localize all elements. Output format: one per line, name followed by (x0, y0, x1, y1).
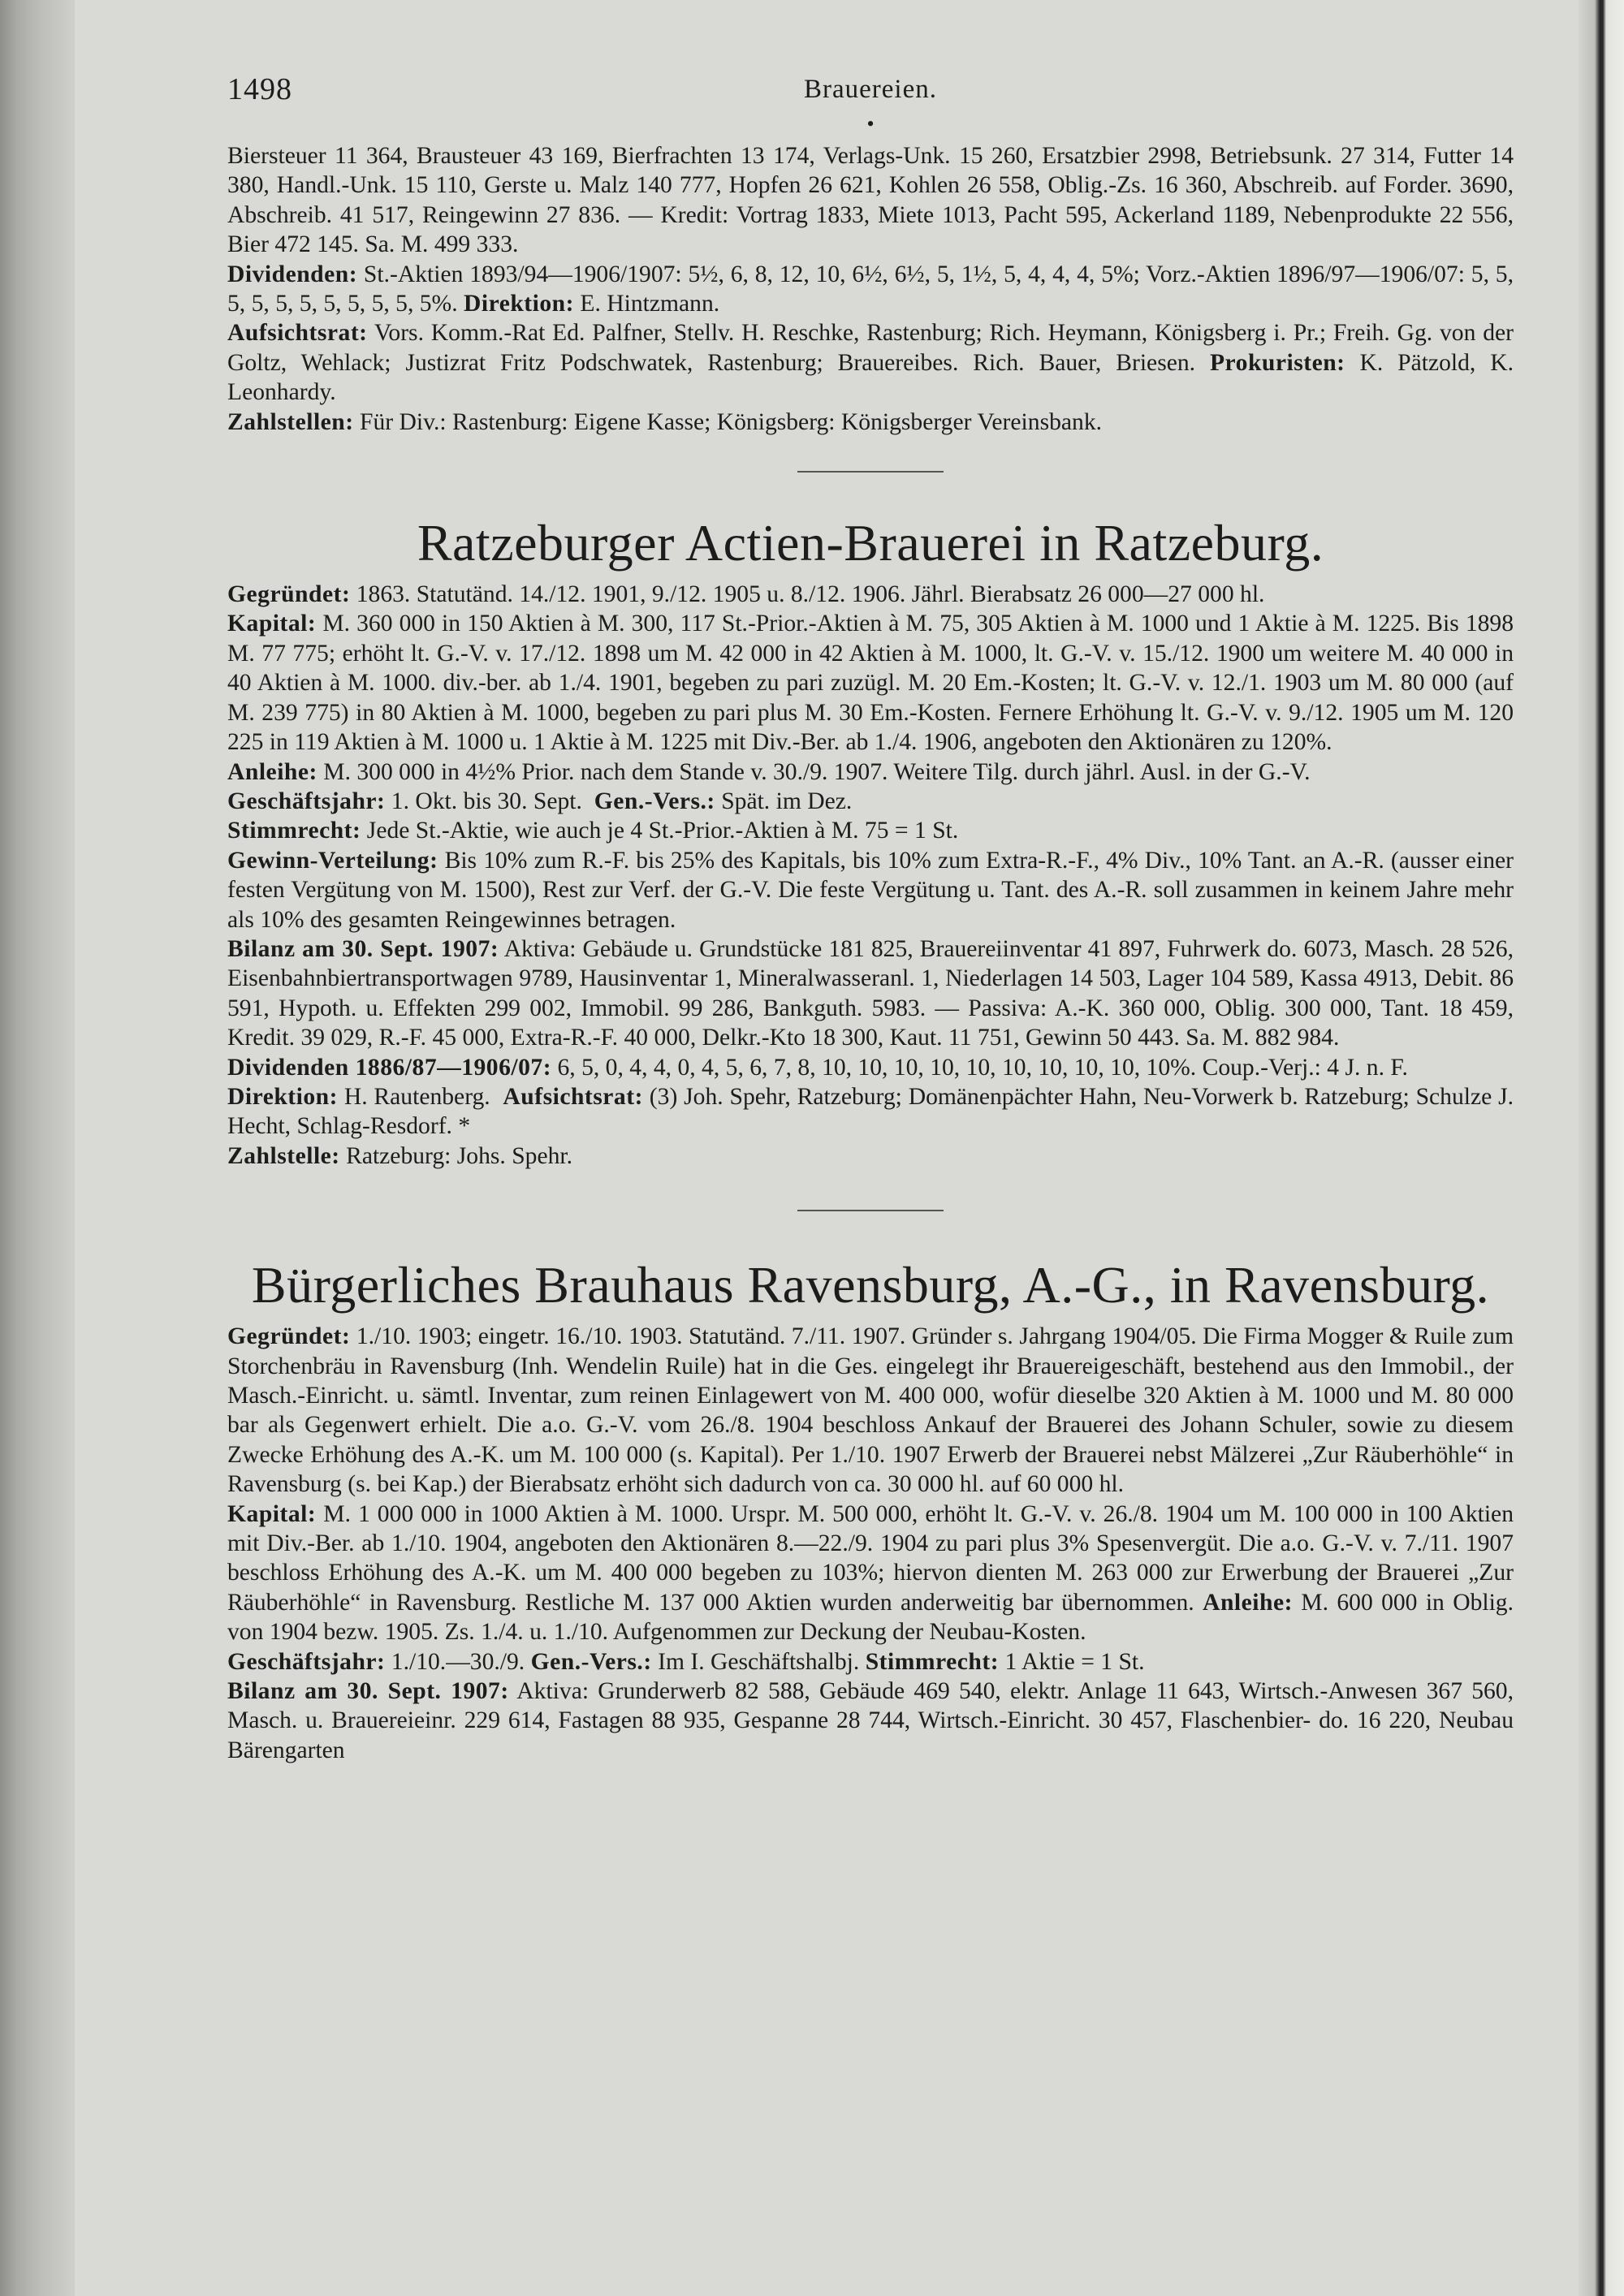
balance-label: Bilanz am 30. Sept. 1907: (227, 1678, 509, 1705)
supervisory-board-label: Aufsichtsrat: (227, 320, 368, 347)
book-binding-shadow (0, 0, 75, 2296)
ratzeburg-fiscal-year (227, 787, 1514, 816)
paying-agents-paragraph (227, 408, 1514, 437)
capital-text: M. 360 000 in 150 Aktien à M. 300, 117 St.-Prior.-Aktien à M. 75, 305 Aktien à M. 1000 und 1 Aktie à M. 1225. Bis 1898 M. 77 775; erhöht lt. G.-V. v. 17./12. 1898 um M. 42 000 in 42 Aktien à M. 1000, lt. G.-V. v. 15./12. 1900 um weitere M. 40 000 in 40 Aktien à M. 1000. div.-ber. ab 1./4. 1901, begeben zu pari zuzügl. M. 20 Em.-Kosten; lt. G.-V. v. 12./1. 1903 um M. 80 000 (auf M. 239 775) in 80 Aktien à M. 1000, begeben zu pari plus M. 30 Em.-Kosten. Fernere Erhöhung lt. G.-V. v. 9./12. 1905 um M. 120 225 in 119 Aktien à M. 1000 u. 1 Aktie à M. 1225 mit Div.-Ber. ab 1./4. 1906, angeboten den Aktionären zu 120%. (227, 611, 1514, 756)
direction-label: Direktion: (227, 1083, 338, 1110)
dividends-paragraph (227, 260, 1514, 319)
capital-label: Kapital: (227, 1500, 317, 1527)
profit-loss-continuation: Biersteuer 11 364, Brausteuer 43 169, Bierfrachten 13 174, Verlags-Unk. 15 260, Ersatzbier 2998, Betriebsunk. 27 314, Futter 14 380, Handl.-Unk. 15 110, Gerste u. Malz 140 777, Hopfen 26 621, Kohlen 26 558, Oblig.-Zs. 16 360, Abschreib. auf Forder. 3690, Abschreib. 41 517, Reingewinn 27 836. — Kredit: Vortrag 1833, Miete 1013, Pacht 595, Ackerland 1189, Nebenprodukte 22 556, Bier 472 145. Sa. M. 499 333. (227, 143, 1514, 258)
running-header (227, 71, 1514, 120)
fiscal-year-label: Geschäftsjahr: (227, 1648, 386, 1675)
direction-label: Direktion: (464, 291, 574, 317)
supervisory-board-label: Aufsichtsrat: (503, 1083, 643, 1110)
general-meeting-label: Gen.-Vers.: (594, 788, 715, 814)
fiscal-year-text: 1. Okt. bis 30. Sept. (391, 788, 582, 814)
loan-label: Anleihe: (1203, 1589, 1293, 1616)
ravensburg-founded (227, 1322, 1514, 1499)
direction-text: H. Rautenberg. (343, 1083, 490, 1110)
ratzeburg-voting-right (227, 816, 1514, 845)
ravensburg-heading: Bürgerliches Brauhaus Ravensburg, A.-G., in Ravensburg. (251, 1256, 1490, 1314)
dividends-text: 6, 5, 0, 4, 4, 0, 4, 5, 6, 7, 8, 10, 10, 10, 10, 10, 10, 10, 10, 10, 10%. Coup.-Verj.: 4 J. n. F. (557, 1054, 1408, 1081)
loan-text: M. 600 000 in Oblig. von 1904 bezw. 1905. Zs. 1./4. u. 1./10. Aufgenommen zur Deckung der Neubau-Kosten. (227, 1589, 1514, 1646)
balance-label: Bilanz am 30. Sept. 1907: (227, 935, 499, 962)
ratzeburg-board (227, 1082, 1514, 1142)
paying-agents-text: Für Div.: Rastenburg: Eigene Kasse; Königsberg: Königsberger Vereinsbank. (360, 408, 1103, 435)
ravensburg-capital (227, 1500, 1514, 1647)
fiscal-year-label: Geschäftsjahr: (227, 788, 386, 814)
voting-right-text: Jede St.-Aktie, wie auch je 4 St.-Prior.-Aktien à M. 75 = 1 St. (366, 818, 959, 844)
profit-distribution-text: Bis 10% zum R.-F. bis 25% des Kapitals, bis 10% zum Extra-R.-F., 4% Div., 10% Tant. an A.-R. (ausser einer festen Vergütung von M. 1500), Rest zur Verf. der G.-V. Die feste Vergütung u. Tant. des A.-R. soll zusammen in keinem Jahre mehr als 10% des gesamten Reingewinnes betragen. (227, 847, 1514, 933)
ratzeburg-paying-agent (227, 1142, 1514, 1171)
voting-right-label: Stimmrecht: (227, 818, 361, 844)
paying-agents-label: Zahlstellen: (227, 408, 354, 435)
founded-text: 1863. Statutänd. 14./12. 1901, 9./12. 1905 u. 8./12. 1906. Jährl. Bierabsatz 26 000—27 000 hl. (356, 581, 1265, 608)
page-edge (1579, 0, 1624, 2296)
running-title: Brauereien. (804, 75, 937, 104)
fiscal-year-text: 1./10.—30./9. (391, 1648, 525, 1675)
founded-text: 1./10. 1903; eingetr. 16./10. 1903. Statutänd. 7./11. 1907. Gründer s. Jahrgang 1904/05. Die Firma Mogger & Ruile zum Storchenbräu in Ravensburg (Inh. Wendelin Ruile) hat in die Ges. eingelegt ihr Brauereigeschäft, bestehend aus den Immobil., der Masch.-Einricht. u. sämtl. Inventar, zum reinen Einlagewert von M. 400 000, wofür dieselbe 320 Aktien à M. 1000 und M. 80 000 bar als Gegenwert erhielt. Die a.o. G.-V. vom 26./8. 1904 beschloss Ankauf der Brauerei des Johann Schuler, sowie zu diesem Zwecke Erhöhung des A.-K. um M. 100 000 (s. Kapital). Per 1./10. 1907 Erwerb der Brauerei nebst Mälzerei „Zur Räuberhöhle“ in Ravensburg (s. bei Kap.) der Bierabsatz erhöht sich dadurch von ca. 30 000 hl. auf 60 000 hl. (227, 1323, 1514, 1498)
voting-right-label: Stimmrecht: (865, 1648, 1000, 1675)
founded-label: Gegründet: (227, 581, 351, 608)
general-meeting-label: Gen.-Vers.: (530, 1648, 652, 1675)
capital-label: Kapital: (227, 611, 317, 637)
balance-text: Aktiva: Grunderwerb 82 588, Gebäude 469 540, elektr. Anlage 11 643, Wirtsch.-Anwesen 367 560, Masch. u. Brauereieinr. 229 614, Fastagen 88 935, Gespanne 28 744, Wirtsch.-Einricht. 30 457, Flaschenbier- do. 16 220, Neubau Bärengarten (227, 1678, 1514, 1763)
supervisory-board-paragraph (227, 318, 1514, 407)
ratzeburg-profit-distribution (227, 846, 1514, 934)
loan-text: M. 300 000 in 4½% Prior. nach dem Stande v. 30./9. 1907. Weitere Tilg. durch jährl. Ausl. in der G.-V. (323, 758, 1311, 785)
balance-text: Aktiva: Gebäude u. Grundstücke 181 825, Brauereiinventar 41 897, Fuhrwerk do. 6073, Masch. 28 526, Eisenbahnbiertransportwagen 9789, Hausinventar 1, Mineralwasseranl. 1, Niederlagen 14 503, Lager 104 589, Kassa 4913, Debit. 86 591, Hypoth. u. Effekten 299 002, Immobil. 99 286, Bankguth. 5983. — Passiva: A.-K. 360 000, Oblig. 300 000, Tant. 18 459, Kredit. 39 029, R.-F. 45 000, Extra-R.-F. 40 000, Delkr.-Kto 18 300, Kaut. 11 751, Gewinn 50 443. Sa. M. 882 984. (227, 935, 1514, 1051)
document-page (227, 71, 1514, 1765)
general-meeting-text: Im I. Geschäftshalbj. (658, 1648, 860, 1675)
page-number: 1498 (227, 72, 292, 106)
ravensburg-fiscal-year (227, 1647, 1514, 1677)
paying-agent-text: Ratzeburg: Johs. Spehr. (346, 1142, 573, 1169)
supervisory-board-text: (3) Joh. Spehr, Ratzeburg; Domänenpächter Hahn, Neu-Vorwerk b. Ratzeburg; Schulze J. Hecht, Schlag-Resdorf. * (227, 1083, 1514, 1140)
supervisory-board-text: Vors. Komm.-Rat Ed. Palfner, Stellv. H. Reschke, Rastenburg; Rich. Heymann, Königsberg i. Pr.; Freih. Gg. von der Goltz, Wehlack; Justizrat Fritz Podschwatek, Rastenburg; Brauereibes. Rich. Bauer, Briesen. (227, 320, 1514, 376)
dividends-label: Dividenden 1886/87—1906/07: (227, 1054, 552, 1081)
procurists-label: Prokuristen: (1209, 349, 1345, 376)
section-divider (797, 471, 944, 473)
ratzeburg-heading: Ratzeburger Actien-Brauerei in Ratzeburg. (417, 514, 1324, 572)
paying-agent-label: Zahlstelle: (227, 1142, 340, 1169)
ratzeburg-dividends (227, 1053, 1514, 1082)
voting-right-text: 1 Aktie = 1 St. (1004, 1648, 1145, 1675)
ratzeburg-balance (227, 934, 1514, 1053)
profit-distribution-label: Gewinn-Verteilung: (227, 847, 438, 874)
ravensburg-balance (227, 1677, 1514, 1765)
ratzeburg-loan (227, 757, 1514, 787)
founded-label: Gegründet: (227, 1323, 351, 1350)
capital-text: M. 1 000 000 in 1000 Aktien à M. 1000. Urspr. M. 500 000, erhöht lt. G.-V. v. 26./8. 1904 um M. 100 000 in 100 Aktien mit Div.-Ber. ab 1./10. 1904, angeboten den Aktionären 8.—22./9. 1904 zu pari plus 3% Spesenvergüt. Die a.o. G.-V. v. 7./11. 1907 beschloss Erhöhung des A.-K. um M. 400 000 begeben zu 103%; hiervon dienten M. 263 000 zur Erwerbung der Brauerei „Zur Räuberhöhle“ in Ravensburg. Restliche M. 137 000 Aktien wurden anderweitig bar übernommen. (227, 1500, 1514, 1616)
section-divider (797, 1210, 944, 1211)
dividends-label: Dividenden: (227, 261, 358, 287)
ratzeburg-capital (227, 609, 1514, 757)
loan-label: Anleihe: (227, 758, 317, 785)
general-meeting-text: Spät. im Dez. (721, 788, 853, 814)
header-dot: • (866, 112, 875, 136)
ratzeburg-founded (227, 580, 1514, 609)
procurists-text: K. Pätzold, K. Leonhardy. (227, 349, 1514, 406)
dividends-text: St.-Aktien 1893/94—1906/1907: 5½, 6, 8, 12, 10, 6½, 6½, 5, 1½, 5, 4, 4, 4, 5%; Vorz.-Aktien 1896/97—1906/07: 5, 5, 5, 5, 5, 5, 5, 5, 5, 5, 5%. (227, 261, 1514, 317)
direction-text: E. Hintzmann. (580, 291, 720, 317)
